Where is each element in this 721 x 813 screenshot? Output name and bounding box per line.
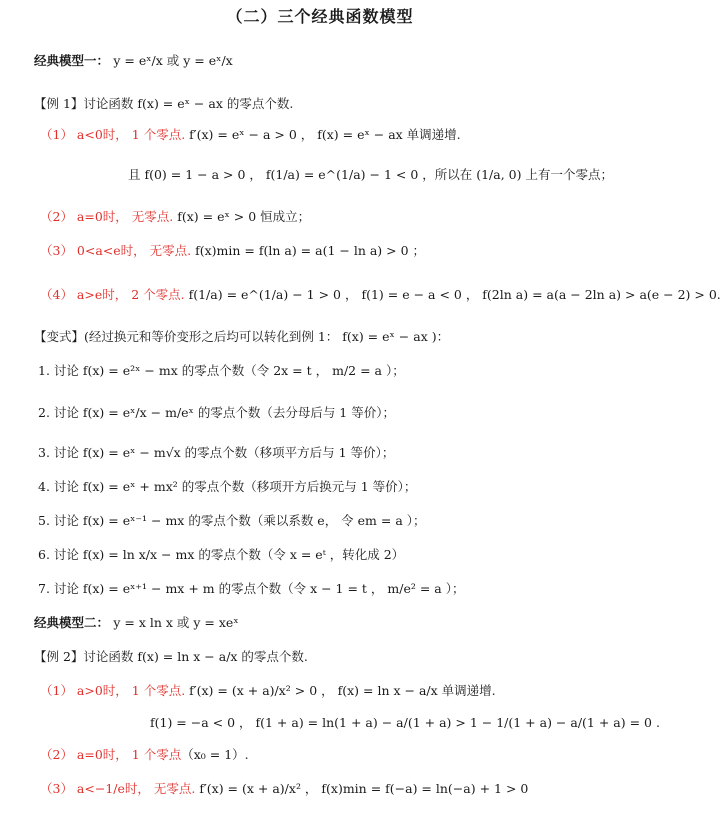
variant-item: 5. 讨论 f(x) = eˣ⁻¹ − mx 的零点个数（乘以系数 e， 令 em = a ）； (38, 513, 426, 528)
example-two-case-3 (40, 780, 528, 798)
model-two-row (34, 614, 239, 632)
variants-heading: 【变式】(经过换元和等价变形之后均可以转化到例 1： f(x) = eˣ − ax )： (34, 329, 450, 344)
model-two-label: 经典模型二： (34, 615, 110, 630)
model-one-row (34, 52, 233, 70)
page-title: （二）三个经典函数模型 (226, 7, 414, 26)
variant-item: 1. 讨论 f(x) = e²ˣ − mx 的零点个数（令 2x = t ， m/2 = a ）； (38, 363, 405, 378)
case-1-text: f′(x) = eˣ − a > 0 ， f(x) = eˣ − ax 单调递增. (185, 127, 461, 142)
example-two-case-2 (40, 746, 249, 764)
example-one-heading: 【例 1】讨论函数 f(x) = eˣ − ax 的零点个数. (34, 96, 294, 111)
variant-item: 6. 讨论 f(x) = ln x/x − mx 的零点个数（令 x = eᵗ ，转化成 2） (38, 547, 405, 562)
case-2-label: （2） a=0时， 无零点. (40, 209, 174, 224)
example-two-case-1 (40, 682, 496, 700)
case-3-label: （3） 0<a<e时， 无零点. (40, 243, 192, 258)
model-two-formula: y = x ln x 或 y = xeˣ (113, 615, 239, 630)
model-one-label: 经典模型一： (34, 53, 110, 68)
variant-item: 3. 讨论 f(x) = eˣ − m√x 的零点个数（移项平方后与 1 等价）； (38, 445, 395, 460)
example-one-case-2 (40, 208, 310, 226)
example-two-case-1-detail: f(1) = −a < 0 ， f(1 + a) = ln(1 + a) − a/(1 + a) > 1 − 1/(1 + a) − a/(1 + a) = 0 . (150, 715, 660, 730)
case-4-label: （4） a>e时， 2 个零点. (40, 287, 185, 302)
example-two-heading: 【例 2】讨论函数 f(x) = ln x − a/x 的零点个数. (34, 649, 308, 664)
case-3-text: f(x)min = f(ln a) = a(1 − ln a) > 0 ； (191, 243, 426, 258)
example-one-case-3 (40, 242, 425, 260)
example-one-case-1 (40, 126, 461, 144)
case-1-label: （1） a<0时， 1 个零点. (40, 127, 186, 142)
example-one-case-4 (40, 286, 721, 304)
example-one-case-1-detail: 且 f(0) = 1 − a > 0 ， f(1/a) = e^(1/a) − 1 < 0 ，所以在 (1/a, 0) 上有一个零点； (128, 167, 613, 182)
case-4-text: f(1/a) = e^(1/a) − 1 > 0 ， f(1) = e − a < 0 ， f(2ln a) = a(a − 2ln a) > a(e − 2) > 0. (184, 287, 721, 302)
case-2-text: （x₀ = 1）. (181, 747, 249, 762)
case-1-text: f′(x) = (x + a)/x² > 0 ， f(x) = ln x − a/x 单调递增. (185, 683, 496, 698)
case-1-label: （1） a>0时， 1 个零点. (40, 683, 186, 698)
case-3-label: （3） a<−1/e时， 无零点. (40, 781, 196, 796)
model-one-formula: y = eˣ/x 或 y = eˣ/x (113, 53, 233, 68)
variant-item: 7. 讨论 f(x) = eˣ⁺¹ − mx + m 的零点个数（令 x − 1 = t ， m/e² = a ）； (38, 581, 465, 596)
case-2-text: f(x) = eˣ > 0 恒成立； (173, 209, 311, 224)
variant-item: 4. 讨论 f(x) = eˣ + mx² 的零点个数（移项开方后换元与 1 等价）； (38, 479, 417, 494)
variant-item: 2. 讨论 f(x) = eˣ/x − m/eˣ 的零点个数（去分母后与 1 等价）； (38, 405, 395, 420)
case-3-text: f′(x) = (x + a)/x² ， f(x)min = f(−a) = ln(−a) + 1 > 0 (195, 781, 529, 796)
case-2-label: （2） a=0时， 1 个零点 (40, 747, 182, 762)
